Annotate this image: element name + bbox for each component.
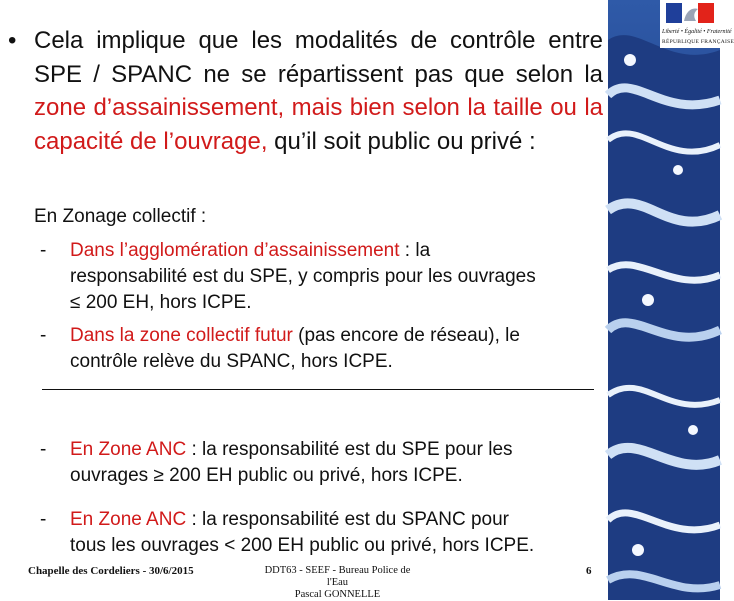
item-text-line2: contrôle relève du SPANC, hors ICPE. [70, 351, 393, 372]
logo-country: RÉPUBLIQUE FRANÇAISE [662, 39, 734, 45]
dash-icon: - [40, 325, 47, 346]
item-red-label: Dans l’agglomération d’assainissement [70, 240, 400, 261]
item-text: : la [399, 240, 431, 261]
page-number: 6 [586, 565, 592, 577]
item-red-label: En Zone ANC [70, 439, 187, 460]
footer-center-line1: DDT63 - SEEF - Bureau Police de l'Eau [264, 565, 411, 588]
item-text: : la responsabilité est du SPE pour les [186, 439, 513, 460]
list-item [40, 507, 615, 559]
marianne-icon [666, 3, 714, 23]
zonage-heading: En Zonage collectif : [34, 206, 207, 227]
item-text-line2: responsabilité est du SPE, y compris pour les ouvrages [70, 266, 536, 287]
dash-icon: - [40, 509, 47, 530]
list-item [40, 323, 615, 375]
intro-text [34, 24, 603, 158]
footer-left: Chapelle des Cordeliers - 30/6/2015 [28, 565, 194, 577]
marianne-logo [660, 0, 734, 48]
item-text-line2: ouvrages ≥ 200 EH public ou privé, hors ICPE. [70, 465, 463, 486]
dash-icon: - [40, 439, 47, 460]
bullet-icon: • [8, 27, 17, 54]
list-item [40, 437, 615, 489]
item-text: (pas encore de réseau), le [292, 325, 520, 346]
intro-text-red: zone d’assainissement, mais bien selon la taille ou la capacité de l’ouvrage, [34, 94, 603, 155]
wave-decoration [608, 0, 720, 600]
logo-motto: Liberté • Égalité • Fraternité [662, 29, 732, 35]
intro-bullet [8, 24, 603, 158]
item-text: : la responsabilité est du SPANC pour [186, 509, 509, 530]
footer-center [255, 565, 420, 601]
footer-center-line2: Pascal GONNELLE [294, 589, 381, 600]
list-item [40, 238, 615, 316]
item-text-line3: ≤ 200 EH, hors ICPE. [70, 292, 252, 313]
item-red-label: Dans la zone collectif futur [70, 325, 293, 346]
intro-text-after: qu’il soit public ou privé : [267, 127, 536, 155]
dash-icon: - [40, 240, 47, 261]
item-red-label: En Zone ANC [70, 509, 187, 530]
divider [42, 389, 594, 390]
intro-text-before: Cela implique que les modalités de contrôle entre SPE / SPANC ne se répartissent pas que selon la [34, 27, 603, 88]
item-text-line2: tous les ouvrages < 200 EH public ou privé, hors ICPE. [70, 535, 535, 556]
